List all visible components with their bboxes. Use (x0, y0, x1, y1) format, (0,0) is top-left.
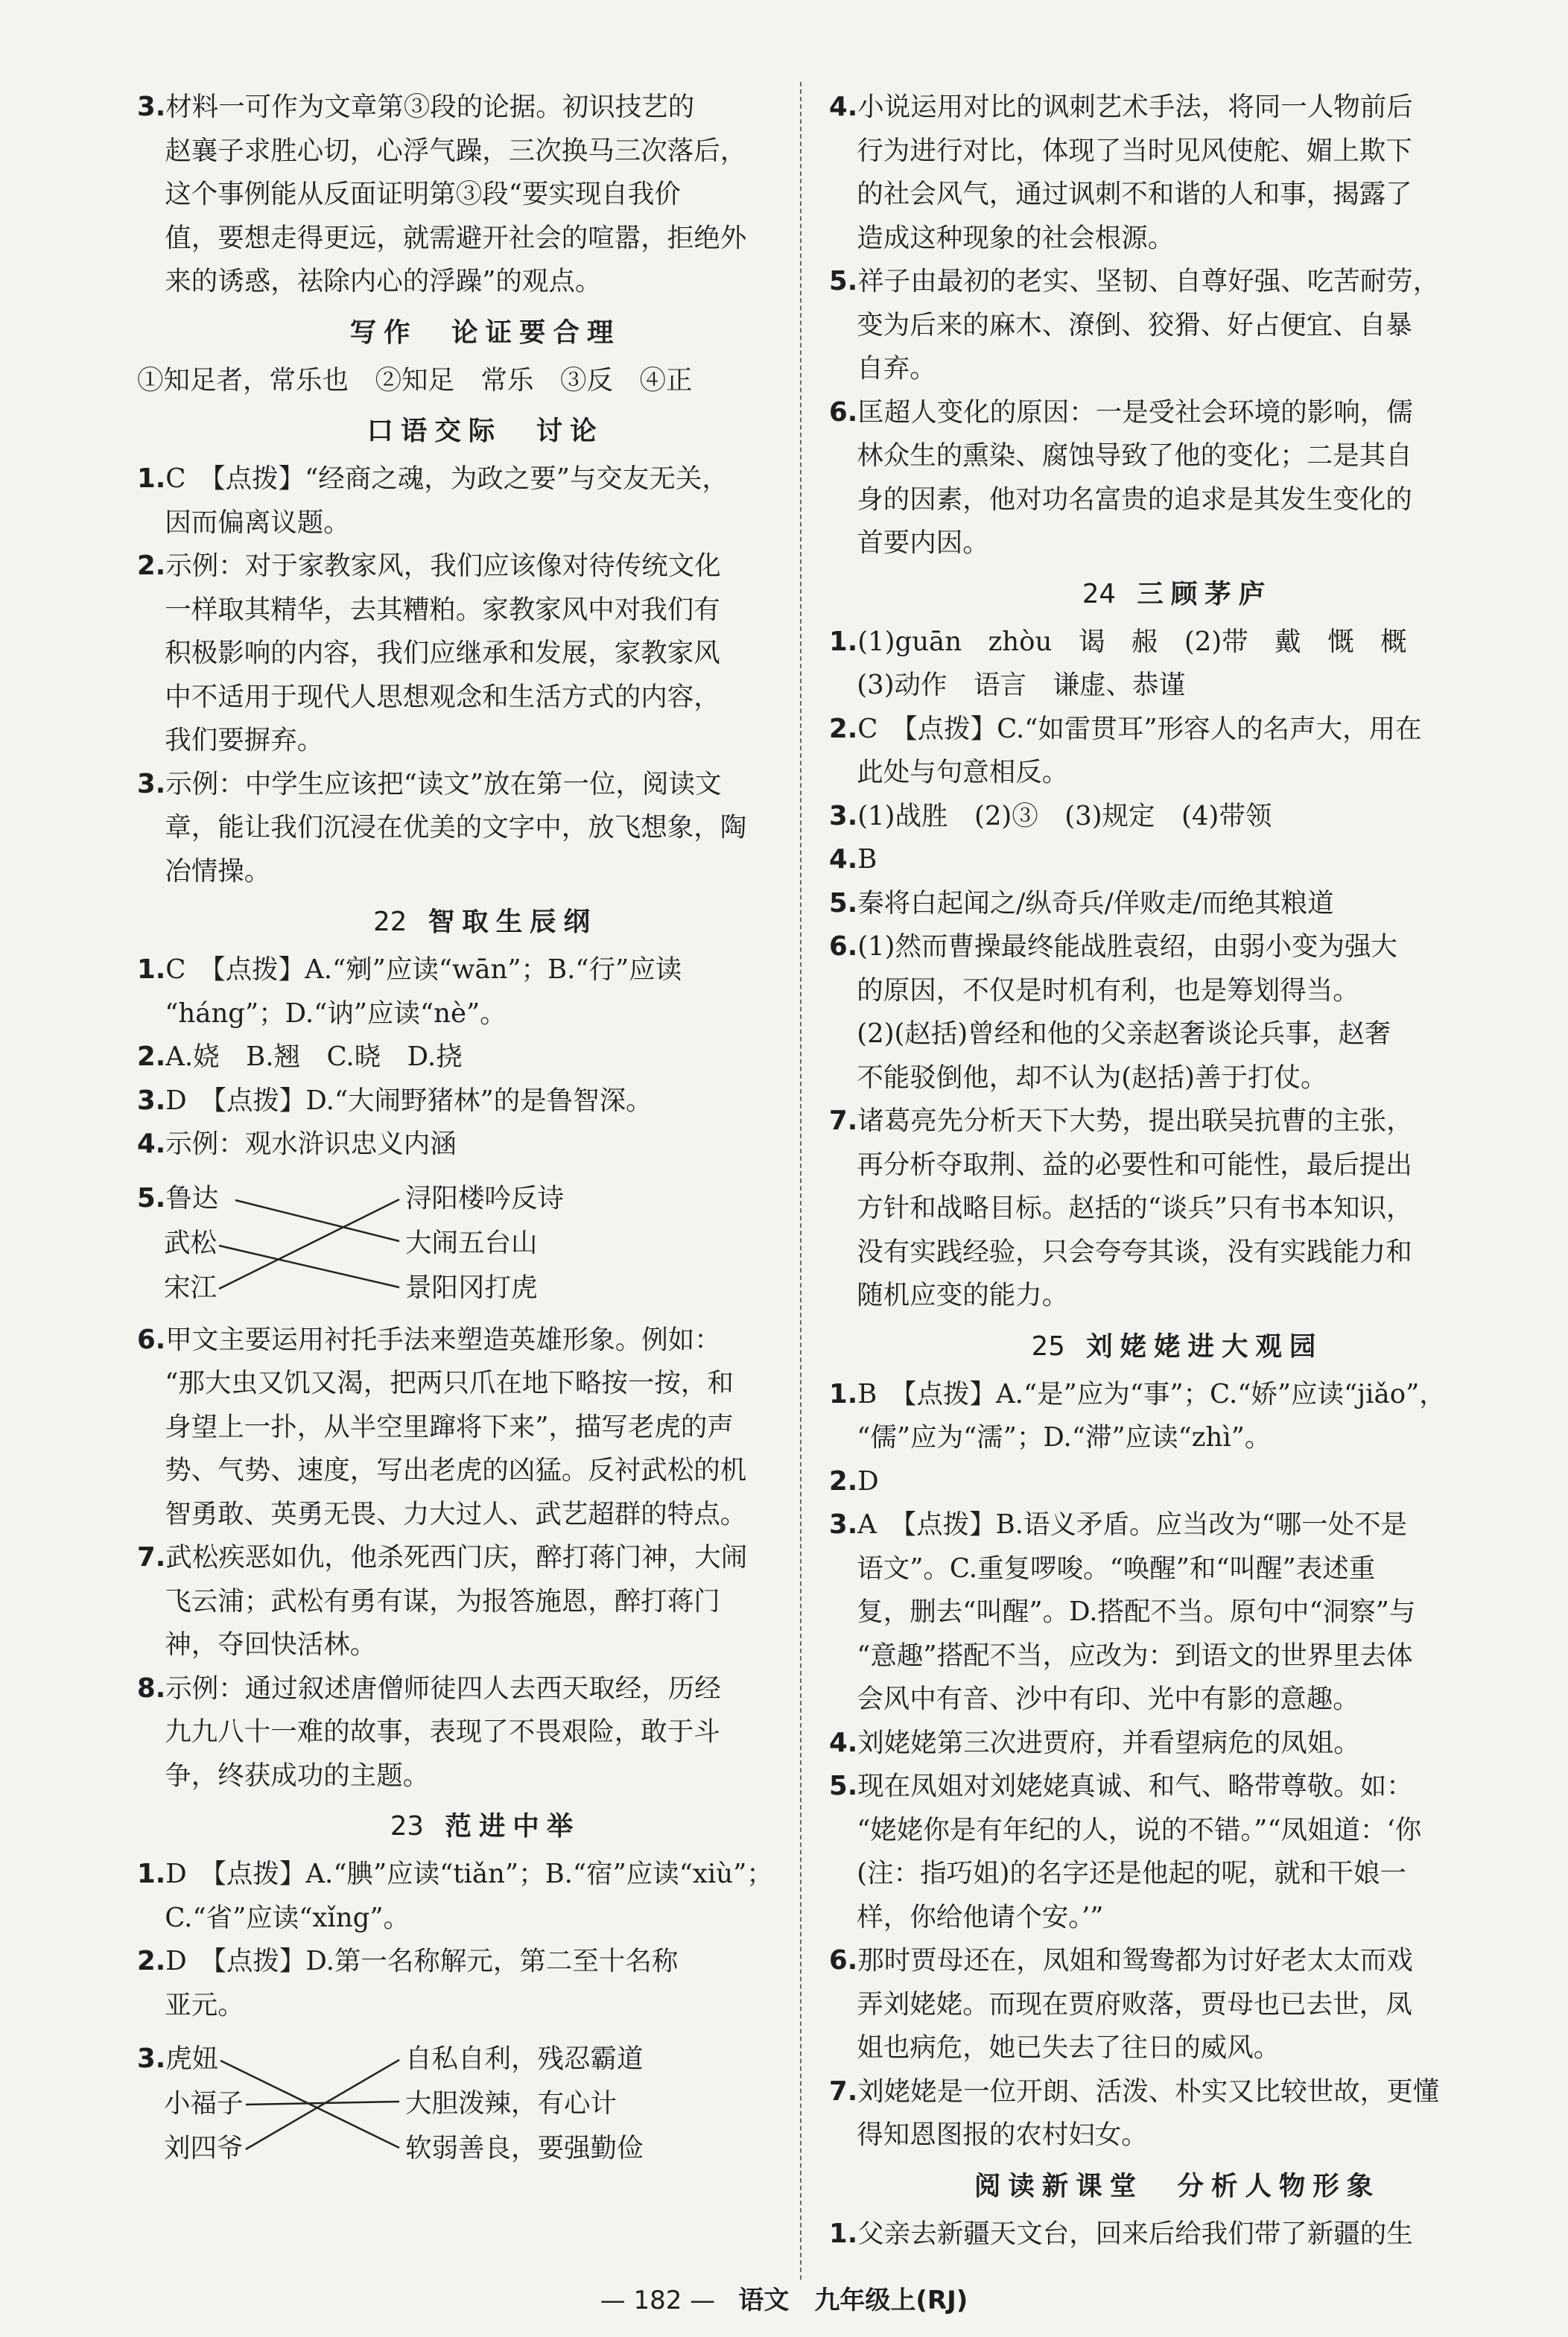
writing-answer: ①知足者，常乐也 ②知足 常乐 ③反 ④正 (137, 364, 693, 396)
answer-item: 4.示例：观水浒识忠义内涵 (137, 1129, 457, 1159)
answer-item: 2.D (829, 1465, 879, 1497)
match-left-item: 虎妞 (165, 2043, 219, 2074)
match-right-item: 大闹五台山 (405, 1227, 538, 1258)
answer-item: 7.刘姥姥是一位开朗、活泼、朴实又比较世故，更懂 得知恩图报的农村妇女。 (829, 2076, 1440, 2150)
answer-item: 4.刘姥姥第三次进贾府，并看望病危的凤姐。 (829, 1727, 1360, 1758)
section-heading-reading: 阅读新课堂 分析人物形象 (974, 2170, 1381, 2201)
section-heading-writing: 写作 论证要合理 (349, 317, 621, 348)
section-heading-23: 23 范进中举 (390, 1811, 581, 1842)
answer-item: 2.C 【点拨】C.“如雷贯耳”形容人的名声大，用在 此处与句意相反。 (829, 713, 1422, 787)
match-right-item: 大胆泼辣，有心计 (405, 2088, 618, 2119)
right-column (829, 86, 1526, 2256)
answer-item: 3.A 【点拨】B.语义矛盾。应当改为“哪一处不是 语文”。C.重复啰唆。“唤醒”和“叫醒”表述重 复，删去“叫醒”。D.搭配不当。原句中“洞察”与 “意趣”搭配不当，应改为：到语文的世界里去体 会风中有音、沙中有印、光中有影的意趣。 (829, 1509, 1416, 1714)
answer-item: 5.秦将白起闻之/纵奇兵/佯败走/而绝其粮道 (829, 887, 1334, 919)
section-heading-22: 22 智取生辰纲 (373, 907, 597, 937)
match-line (219, 1246, 399, 1287)
answer-item: 3.材料一可作为文章第③段的论据。初识技艺的 赵襄子求胜心切，心浮气躁，三次换马三次落后， 这个事例能从反面证明第③段“要实现自我价 值，要想走得更远，就需避开社会的喧嚣，拒绝外 来的诱惑，祛除内心的浮躁”的观点。 (137, 92, 747, 297)
answer-item: 6.匡超人变化的原因：一是受社会环境的影响，儒 林众生的熏染、腐蚀导致了他的变化；二是其自 身的因素，他对功名富贵的追求是其发生变化的 首要内因。 (829, 396, 1413, 558)
answer-item: 6.(1)然而曹操最终能战胜袁绍，由弱小变为强大 的原因，不仅是时机有利，也是筹划得当。 (2)(赵括)曾经和他的父亲赵奢谈论兵事，赵奢 不能驳倒他，却不认为(赵括)善于打仗。 (829, 931, 1397, 1093)
answer-item: 1.B 【点拨】A.“是”应为“事”；C.“娇”应读“jiǎo”， “儒”应为“濡”；D.“滞”应读“zhì”。 (829, 1378, 1446, 1453)
answer-item: 2.A.娆 B.翘 C.晓 D.挠 (137, 1041, 463, 1072)
answer-item: 8.示例：通过叙述唐僧师徒四人去西天取经，历经 九九八十一难的故事，表现了不畏艰险，敢于斗 争，终获成功的主题。 (137, 1672, 721, 1791)
page-number: — 182 — (600, 2286, 716, 2315)
answer-item: 3.示例：中学生应该把“读文”放在第一位，阅读文 章，能让我们沉浸在优美的文字中，放飞想象，陶 冶情操。 (137, 768, 747, 887)
answer-item: 5.现在凤姐对刘姥姥真诚、和气、略带尊敬。如： “姥姥你是有年纪的人，说的不错。”“凤姐道：‘你 (注：指巧姐)的名字还是他起的呢，就和干娘一 样，你给他请个安。’” (829, 1771, 1422, 1932)
answer-item: 1.(1)guān zhòu 谒 赧 (2)带 戴 慨 概 (3)动作 语言 谦虚、恭谨 (829, 626, 1407, 700)
match-left-item: 小福子 (164, 2088, 244, 2119)
match-right-item: 浔阳楼吟反诗 (405, 1182, 565, 1214)
answer-item: 5.祥子由最初的老实、坚韧、自尊好强、吃苦耐劳， 变为后来的麻木、潦倒、狡猾、好占便宜、自暴 自弃。 (829, 266, 1440, 384)
match-left-item: 武松 (164, 1227, 218, 1258)
answer-item: 3.(1)战胜 (2)③ (3)规定 (4)带领 (829, 800, 1272, 831)
answer-item: 4.小说运用对比的讽刺艺术手法，将同一人物前后 行为进行对比，体现了当时见风使舵、媚上欺下 的社会风气，通过讽刺不和谐的人和事，揭露了 造成这种现象的社会根源。 (829, 92, 1413, 253)
answer-item: 2.示例：对于家教家风，我们应该像对待传统文化 一样取其精华，去其糟粕。家教家风中对我们有 积极影响的内容，我们应继承和发展，家教家风 中不适用于现代人思想观念和生活方式的内容， 我们要摒弃。 (137, 551, 721, 755)
answer-item: 1.C 【点拨】“经商之魂，为政之要”与交友无关， 因而偏离议题。 (137, 463, 729, 538)
page-footer (0, 2280, 1568, 2316)
match-left-item: 鲁达 (165, 1182, 219, 1214)
match-left-item: 宋江 (164, 1272, 218, 1303)
match-right-item: 自私自利，残忍霸道 (405, 2043, 644, 2074)
section-heading-25: 25 刘姥姥进大观园 (1031, 1331, 1324, 1362)
answer-item: 7.诸葛亮先分析天下大势，提出联吴抗曹的主张， 再分析夺取荆、益的必要性和可能性，最后提出 方针和战略目标。赵括的“谈兵”只有书本知识， 没有实践经验，只会夸夸其谈，没有实践能力和 随机应变的能力。 (829, 1106, 1413, 1310)
left-column (137, 86, 834, 2175)
match-line (219, 1199, 399, 1289)
answer-item: 6.那时贾母还在，凤姐和鸳鸯都为讨好老太太而戏 弄刘姥姥。而现在贾府败落，贾母也已去世，凤 姐也病危，她已失去了往日的威风。 (829, 1945, 1413, 2063)
answer-item: 7.武松疾恶如仇，他杀死西门庆，醉打蒋门神，大闹 飞云浦；武松有勇有谋，为报答施恩，醉打蒋门 神，夺回快活林。 (137, 1542, 748, 1660)
answer-item: 1.C 【点拨】A.“剜”应读“wān”；B.“行”应读 “háng”；D.“讷”应读“nè”。 (137, 954, 682, 1029)
match-right-item: 景阳冈打虎 (405, 1272, 538, 1303)
match-line (235, 1200, 399, 1241)
answer-item: 1.D 【点拨】A.“腆”应读“tiǎn”；B.“宿”应读“xiù”； C.“省”应读“xǐng”。 (137, 1859, 773, 1933)
answer-item: 3.D 【点拨】D.“大闹野猪林”的是鲁智深。 (137, 1085, 653, 1116)
matching-diagram-22: 5.鲁达 武松 宋江 浔阳楼吟反诗 大闹五台山 景阳冈打虎 (137, 1177, 834, 1311)
section-heading-oral: 口语交际 讨论 (366, 416, 604, 446)
match-right-item: 软弱善良，要强勤俭 (405, 2133, 644, 2163)
answer-item: 1.父亲去新疆天文台，回来后给我们带了新疆的生 (829, 2218, 1413, 2249)
answer-item: 2.D 【点拨】D.第一名称解元，第二至十名称 亚元。 (137, 1946, 679, 2020)
match-left-item: 刘四爷 (164, 2133, 244, 2163)
section-heading-24: 24 三顾茅庐 (1082, 578, 1273, 609)
subject-label: 语文 九年级上(RJ) (738, 2286, 968, 2315)
answer-item: 6.甲文主要运用衬托手法来塑造英雄形象。例如： “那大虫又饥又渴，把两只爪在地下略按一按，和 身望上一扑，从半空里蹿将下来”，描写老虎的声 势、气势、速度，写出老虎的凶猛。反衬武松的机 智勇敢、英勇无畏、力大过人、武艺超群的特点。 (137, 1324, 747, 1529)
answer-item: 4.B (829, 844, 877, 875)
matching-diagram-23: 3.虎妞 小福子 刘四爷 自私自利，残忍霸道 大胆泼辣，有心计 软弱善良，要强勤俭 (137, 2038, 834, 2172)
